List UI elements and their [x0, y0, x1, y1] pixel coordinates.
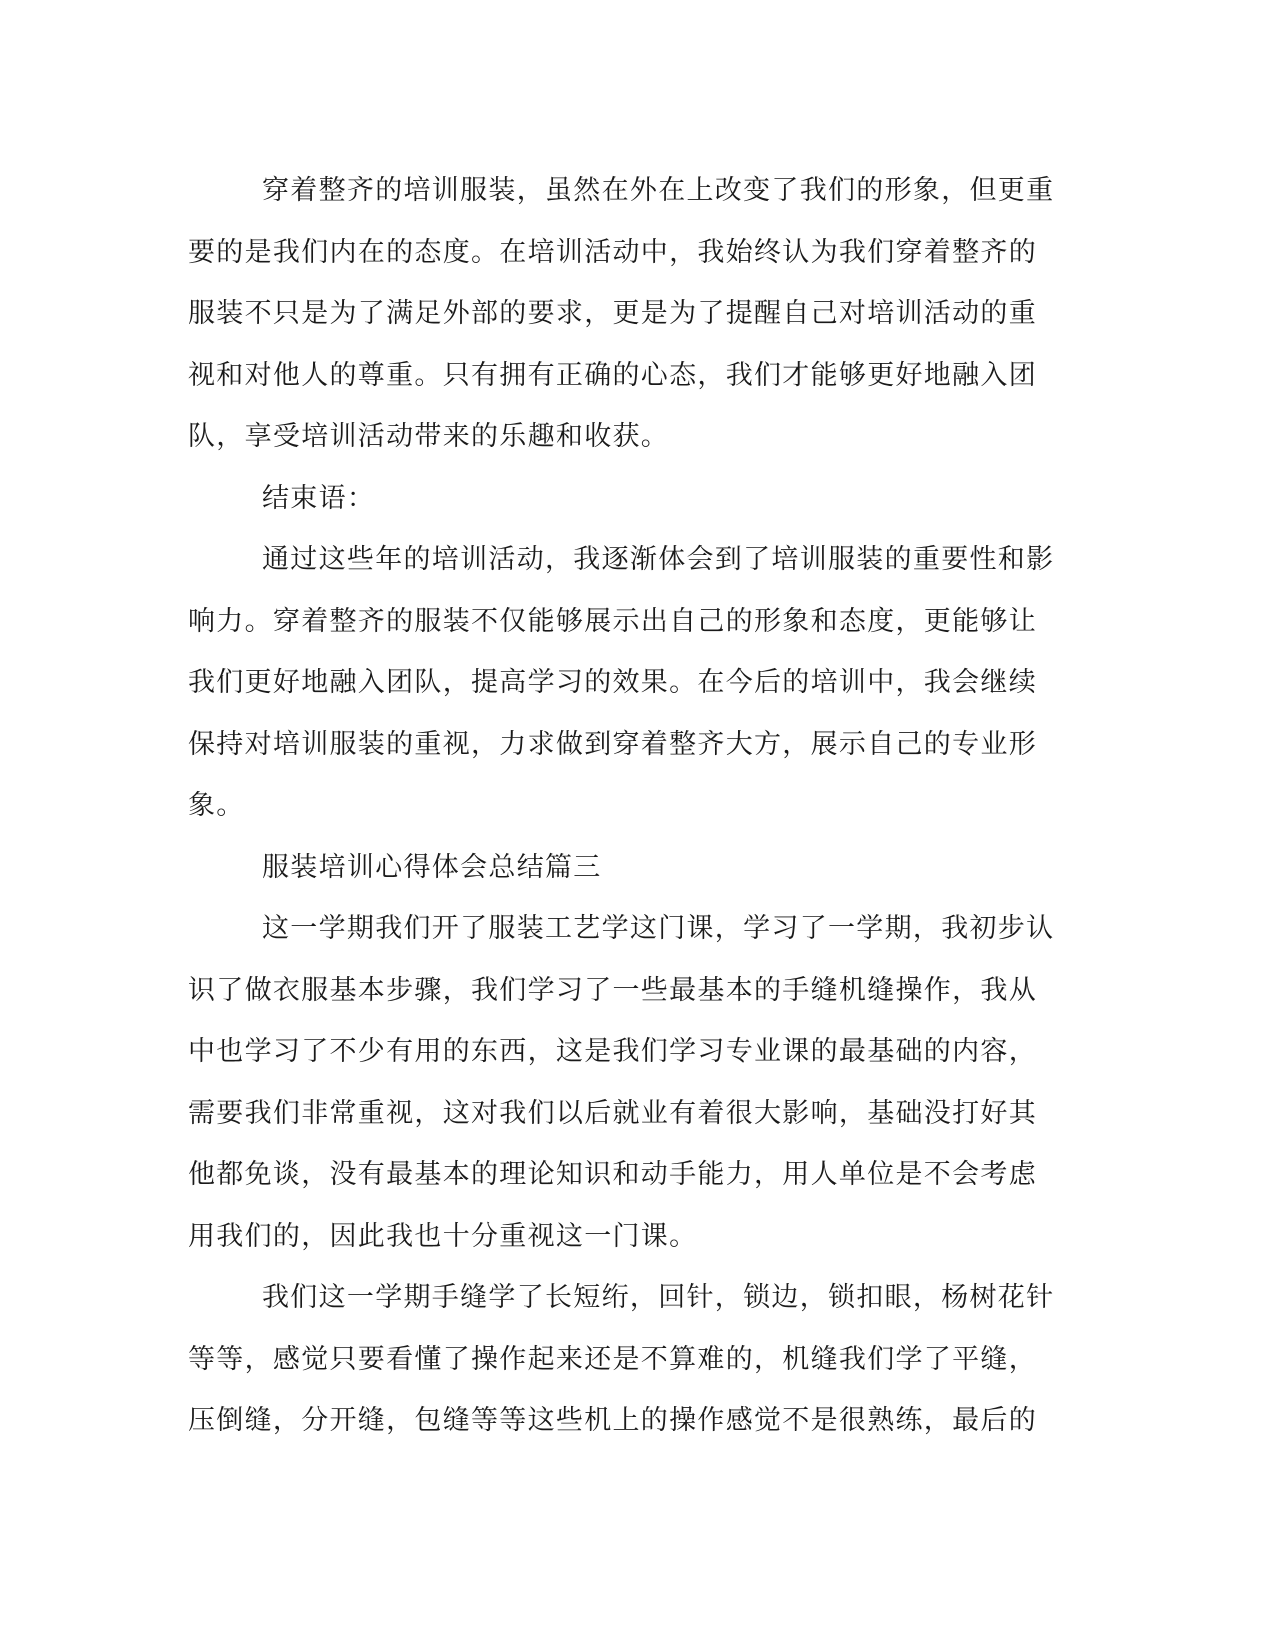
paragraph-line: 压倒缝，分开缝，包缝等等这些机上的操作感觉不是很熟练，最后的 — [188, 1405, 1037, 1436]
paragraph-line: 保持对培训服装的重视，力求做到穿着整齐大方，展示自己的专业形 — [188, 728, 1037, 760]
paragraph-line: 要的是我们内在的态度。在培训活动中，我始终认为我们穿着整齐的 — [188, 236, 1037, 268]
paragraph-line: 识了做衣服基本步骤，我们学习了一些最基本的手缝机缝操作，我从 — [188, 974, 1037, 1006]
paragraph-line: 响力。穿着整齐的服装不仅能够展示出自己的形象和态度，更能够让 — [188, 605, 1037, 637]
paragraph-line: 视和对他人的尊重。只有拥有正确的心态，我们才能够更好地融入团 — [188, 359, 1037, 391]
paragraph-conclusion — [188, 529, 1088, 837]
paragraph-sewing-skills — [188, 1267, 1088, 1452]
paragraph-line: 穿着整齐的培训服装，虽然在外在上改变了我们的形象，但更重 — [262, 175, 1055, 206]
heading-line: 服装培训心得体会总结篇三 — [262, 851, 602, 883]
paragraph-line: 中也学习了不少有用的东西，这是我们学习专业课的最基础的内容， — [188, 1036, 1037, 1067]
paragraph-line: 等等，感觉只要看懂了操作起来还是不算难的，机缝我们学了平缝， — [188, 1343, 1037, 1375]
paragraph-line: 他都免谈，没有最基本的理论知识和动手能力，用人单位是不会考虑 — [188, 1159, 1037, 1190]
paragraph-line: 这一学期我们开了服装工艺学这门课，学习了一学期，我初步认 — [262, 913, 1055, 944]
paragraph-line: 我们更好地融入团队，提高学习的效果。在今后的培训中，我会继续 — [188, 667, 1037, 698]
paragraph-dress-attitude — [188, 160, 1088, 468]
heading-line: 结束语： — [262, 482, 376, 514]
document-body — [188, 160, 1088, 1452]
paragraph-course-intro — [188, 898, 1088, 1267]
paragraph-line: 用我们的，因此我也十分重视这一门课。 — [188, 1220, 698, 1252]
paragraph-line: 服装不只是为了满足外部的要求，更是为了提醒自己对培训活动的重 — [188, 298, 1037, 329]
section-title-part-three — [188, 837, 1088, 899]
paragraph-line: 队，享受培训活动带来的乐趣和收获。 — [188, 421, 670, 452]
paragraph-line: 我们这一学期手缝学了长短绗，回针，锁边，锁扣眼，杨树花针 — [262, 1282, 1055, 1313]
section-heading-conclusion — [188, 468, 1088, 530]
paragraph-line: 需要我们非常重视，这对我们以后就业有着很大影响，基础没打好其 — [188, 1097, 1037, 1129]
paragraph-line: 通过这些年的培训活动，我逐渐体会到了培训服装的重要性和影 — [262, 544, 1055, 575]
paragraph-line: 象。 — [188, 790, 245, 821]
